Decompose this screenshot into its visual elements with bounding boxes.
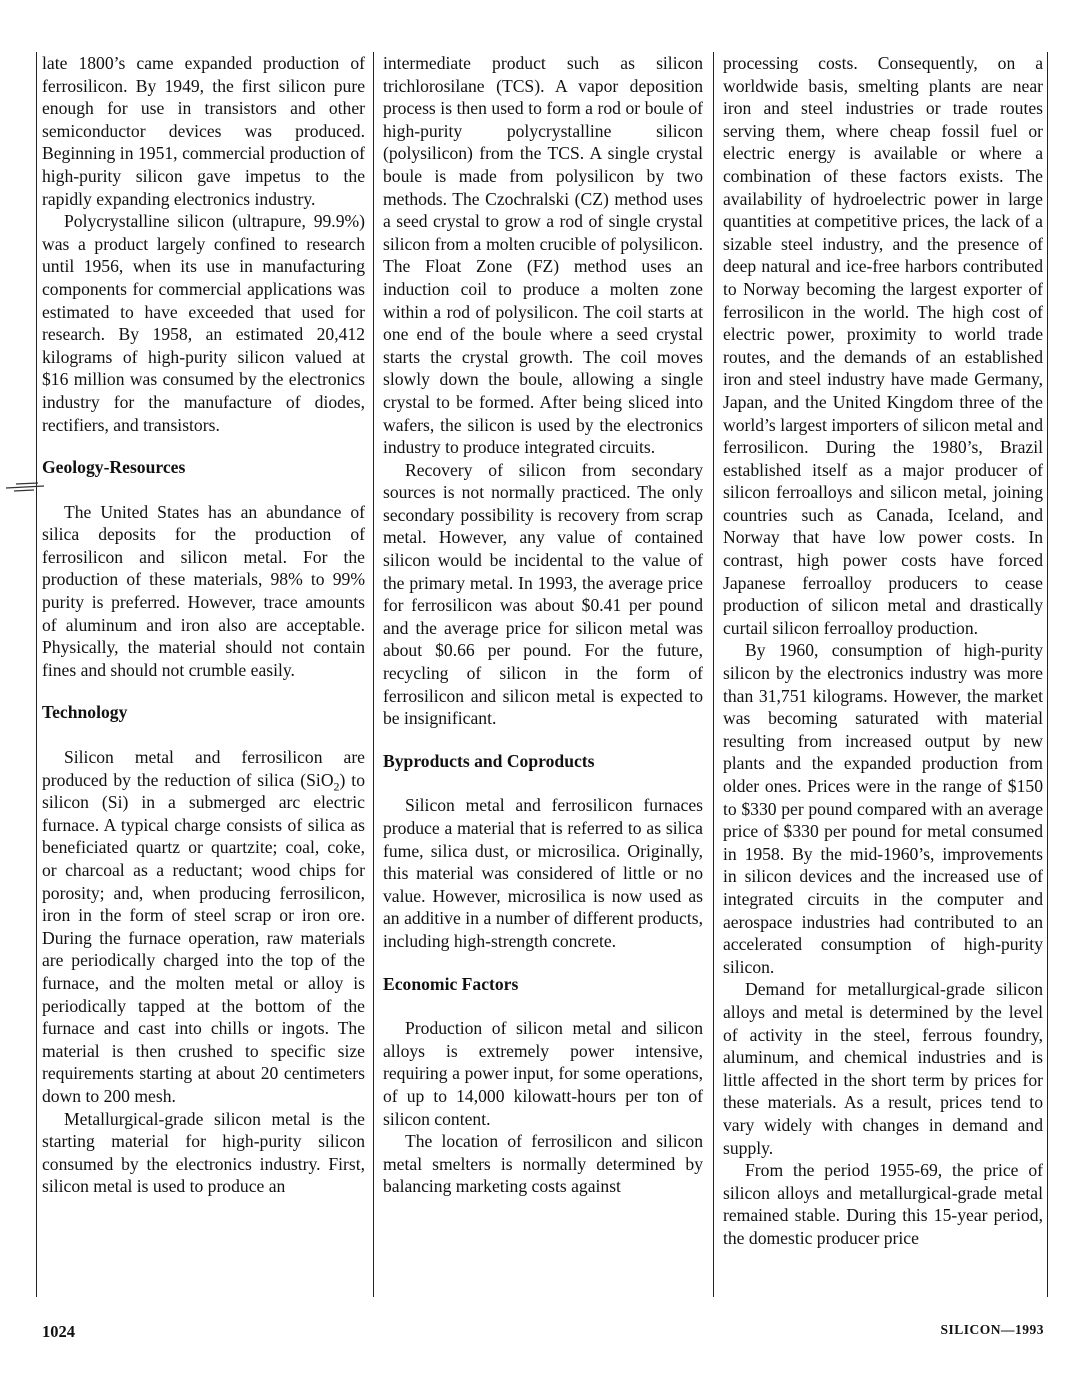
column-rule-center-right	[713, 52, 714, 1297]
column-1	[42, 52, 365, 1302]
paragraph: The United States has an abundance of silica deposits for the production of ferrosilicon and silicon metal. For the production of these materials, 98% to 99% purity is preferred. However, trace amounts of aluminum and iron also are acceptable. Physically, the material should not contain fines and should not crumble easily.	[42, 501, 365, 680]
column-rule-left	[36, 52, 37, 1297]
paragraph: intermediate product such as silicon trichlorosilane (TCS). A vapor deposition process is then used to form a rod or boule of high-purity polycrystalline silicon (polysilicon) from the TCS. A single crystal boule is made from polysilicon by two methods. The Czochralski (CZ) method uses a seed crystal to grow a rod of single crystal silicon from a molten crucible of polysilicon. The Float Zone (FZ) method uses an induction coil to produce a molten zone within a rod of polysilicon. The coil starts at one end of the boule where a seed crystal starts the crystal growth. The coil moves slowly down the boule, allowing a single crystal to be formed. After being sliced into wafers, the silicon is used by the electronics industry to produce integrated circuits.	[383, 53, 703, 458]
paragraph: late 1800’s came expanded production of ferrosilicon. By 1949, the first silicon pure enough for use in transistors and other semiconductor devices was produced. Beginning in 1951, commercial production of high-purity silicon gave impetus to the rapidly expanding electronics industry.	[42, 53, 365, 209]
paragraph: Demand for metallurgical-grade silicon alloys and metal is determined by the level of activity in the steel, ferrous foundry, aluminum, and chemical industries and is little affected in the short term by prices for these materials. As a result, prices tend to vary widely with changes in demand and supply.	[723, 979, 1043, 1158]
paragraph: Metallurgical-grade silicon metal is the starting material for high-purity silicon consumed by the electronics industry. First, silicon metal is used to produce an	[42, 1108, 365, 1197]
paragraph: From the period 1955-69, the price of silicon alloys and metallurgical-grade metal remained stable. During this 15-year period, the domestic producer price	[723, 1160, 1043, 1248]
subscript: 2	[333, 779, 340, 794]
paragraph	[42, 746, 365, 1108]
section-heading-byproducts-coproducts: Byproducts and Coproducts	[383, 750, 595, 771]
section-heading-technology: Technology	[42, 702, 128, 723]
paragraph: Silicon metal and ferrosilicon furnaces produce a material that is referred to as silica fume, silica dust, or microsilica. Originally, this material was considered of little or no value. However, microsilica is now used as an additive in a number of different products, including high-strength concrete.	[383, 795, 703, 951]
paragraph: Production of silicon metal and silicon alloys is extremely power intensive, requiring a power input, for some operations, of up to 14,000 kilowatt-hours per ton of silicon content.	[383, 1018, 703, 1129]
column-rule-center-left	[373, 52, 374, 1297]
column-rule-right	[1047, 52, 1048, 1297]
text-run: Silicon metal and ferrosilicon are produced by the reduction of silica (SiO	[42, 747, 365, 790]
running-head: SILICON—1993	[940, 1322, 1044, 1337]
column-3	[723, 52, 1043, 1302]
column-2	[383, 52, 703, 1302]
paragraph: The location of ferrosilicon and silicon metal smelters is normally determined by balancing marketing costs against	[383, 1131, 703, 1197]
section-heading-geology-resources: Geology-Resources	[42, 457, 186, 478]
paragraph: Recovery of silicon from secondary sources is not normally practiced. The only secondary possibility is recovery from scrap metal. However, any value of contained silicon would be incidental to the value of the primary metal. In 1993, the average price for ferrosilicon was about $0.41 per pound and the average price for silicon metal was about $0.66 per pound. For the future, recycling of silicon in the form of ferrosilicon and silicon metal is expected to be insignificant.	[383, 459, 703, 729]
text-run: ) to silicon (Si) in a submerged arc electric furnace. A typical charge consists of silica as beneficiated quartz or quartzite; coal, coke, or charcoal as a reductant; wood chips for porosity; and, when producing ferrosilicon, iron in the form of steel scrap or iron ore. During the furnace operation, raw materials are periodically charged into the top of the furnace, and the molten metal or alloy is periodically tapped at the bottom of the furnace and cast into chills or ingots. The material is then crushed to specific size requirements starting at about 20 centimeters down to 200 mesh.	[42, 769, 365, 1106]
paragraph: By 1960, consumption of high-purity silicon by the electronics industry was more than 31,751 kilograms. However, the market was becoming saturated with material resulting from increased output by new plants and the expanded production from older ones. Prices were in the range of $150 to $330 per pound compared with an average price of $330 per pound for metal consumed in 1958. By the mid-1960’s, improvements in silicon devices and the increased use of integrated circuits in the computer and aerospace industries had contributed to an accelerated consumption of high-purity silicon.	[723, 640, 1043, 977]
page-number: 1024	[42, 1322, 75, 1341]
paragraph: Polycrystalline silicon (ultrapure, 99.9%) was a product largely confined to research until 1956, when its use in manufacturing components for commercial applications was estimated to have exceeded that used for research. By 1958, an estimated 20,412 kilograms of high-purity silicon valued at $16 million was consumed by the electronics industry for the manufacture of diodes, rectifiers, and transistors.	[42, 211, 365, 435]
section-heading-economic-factors: Economic Factors	[383, 973, 519, 994]
paragraph: processing costs. Consequently, on a worldwide basis, smelting plants are near iron and steel industries or trade routes serving them, where cheap fossil fuel or electric energy is available or where a combination of these factors exists. The availability of hydroelectric power in large quantities at competitive prices, the lack of a sizable steel industry, and the presence of deep natural and ice-free harbors contributed to Norway becoming the largest exporter of ferrosilicon in the world. The high cost of electric power, proximity to world trade routes, and the demands of an established iron and steel industry have made Germany, Japan, and the United Kingdom three of the world’s largest importers of silicon metal and ferrosilicon. During the 1980’s, Brazil established itself as a major producer of silicon ferroalloys and silicon metal, joining countries such as Canada, Iceland, and Norway that have low power costs. In contrast, high power costs have forced Japanese ferroalloy producers to cease production of silicon metal and drastically curtail silicon ferroalloy production.	[723, 53, 1043, 638]
